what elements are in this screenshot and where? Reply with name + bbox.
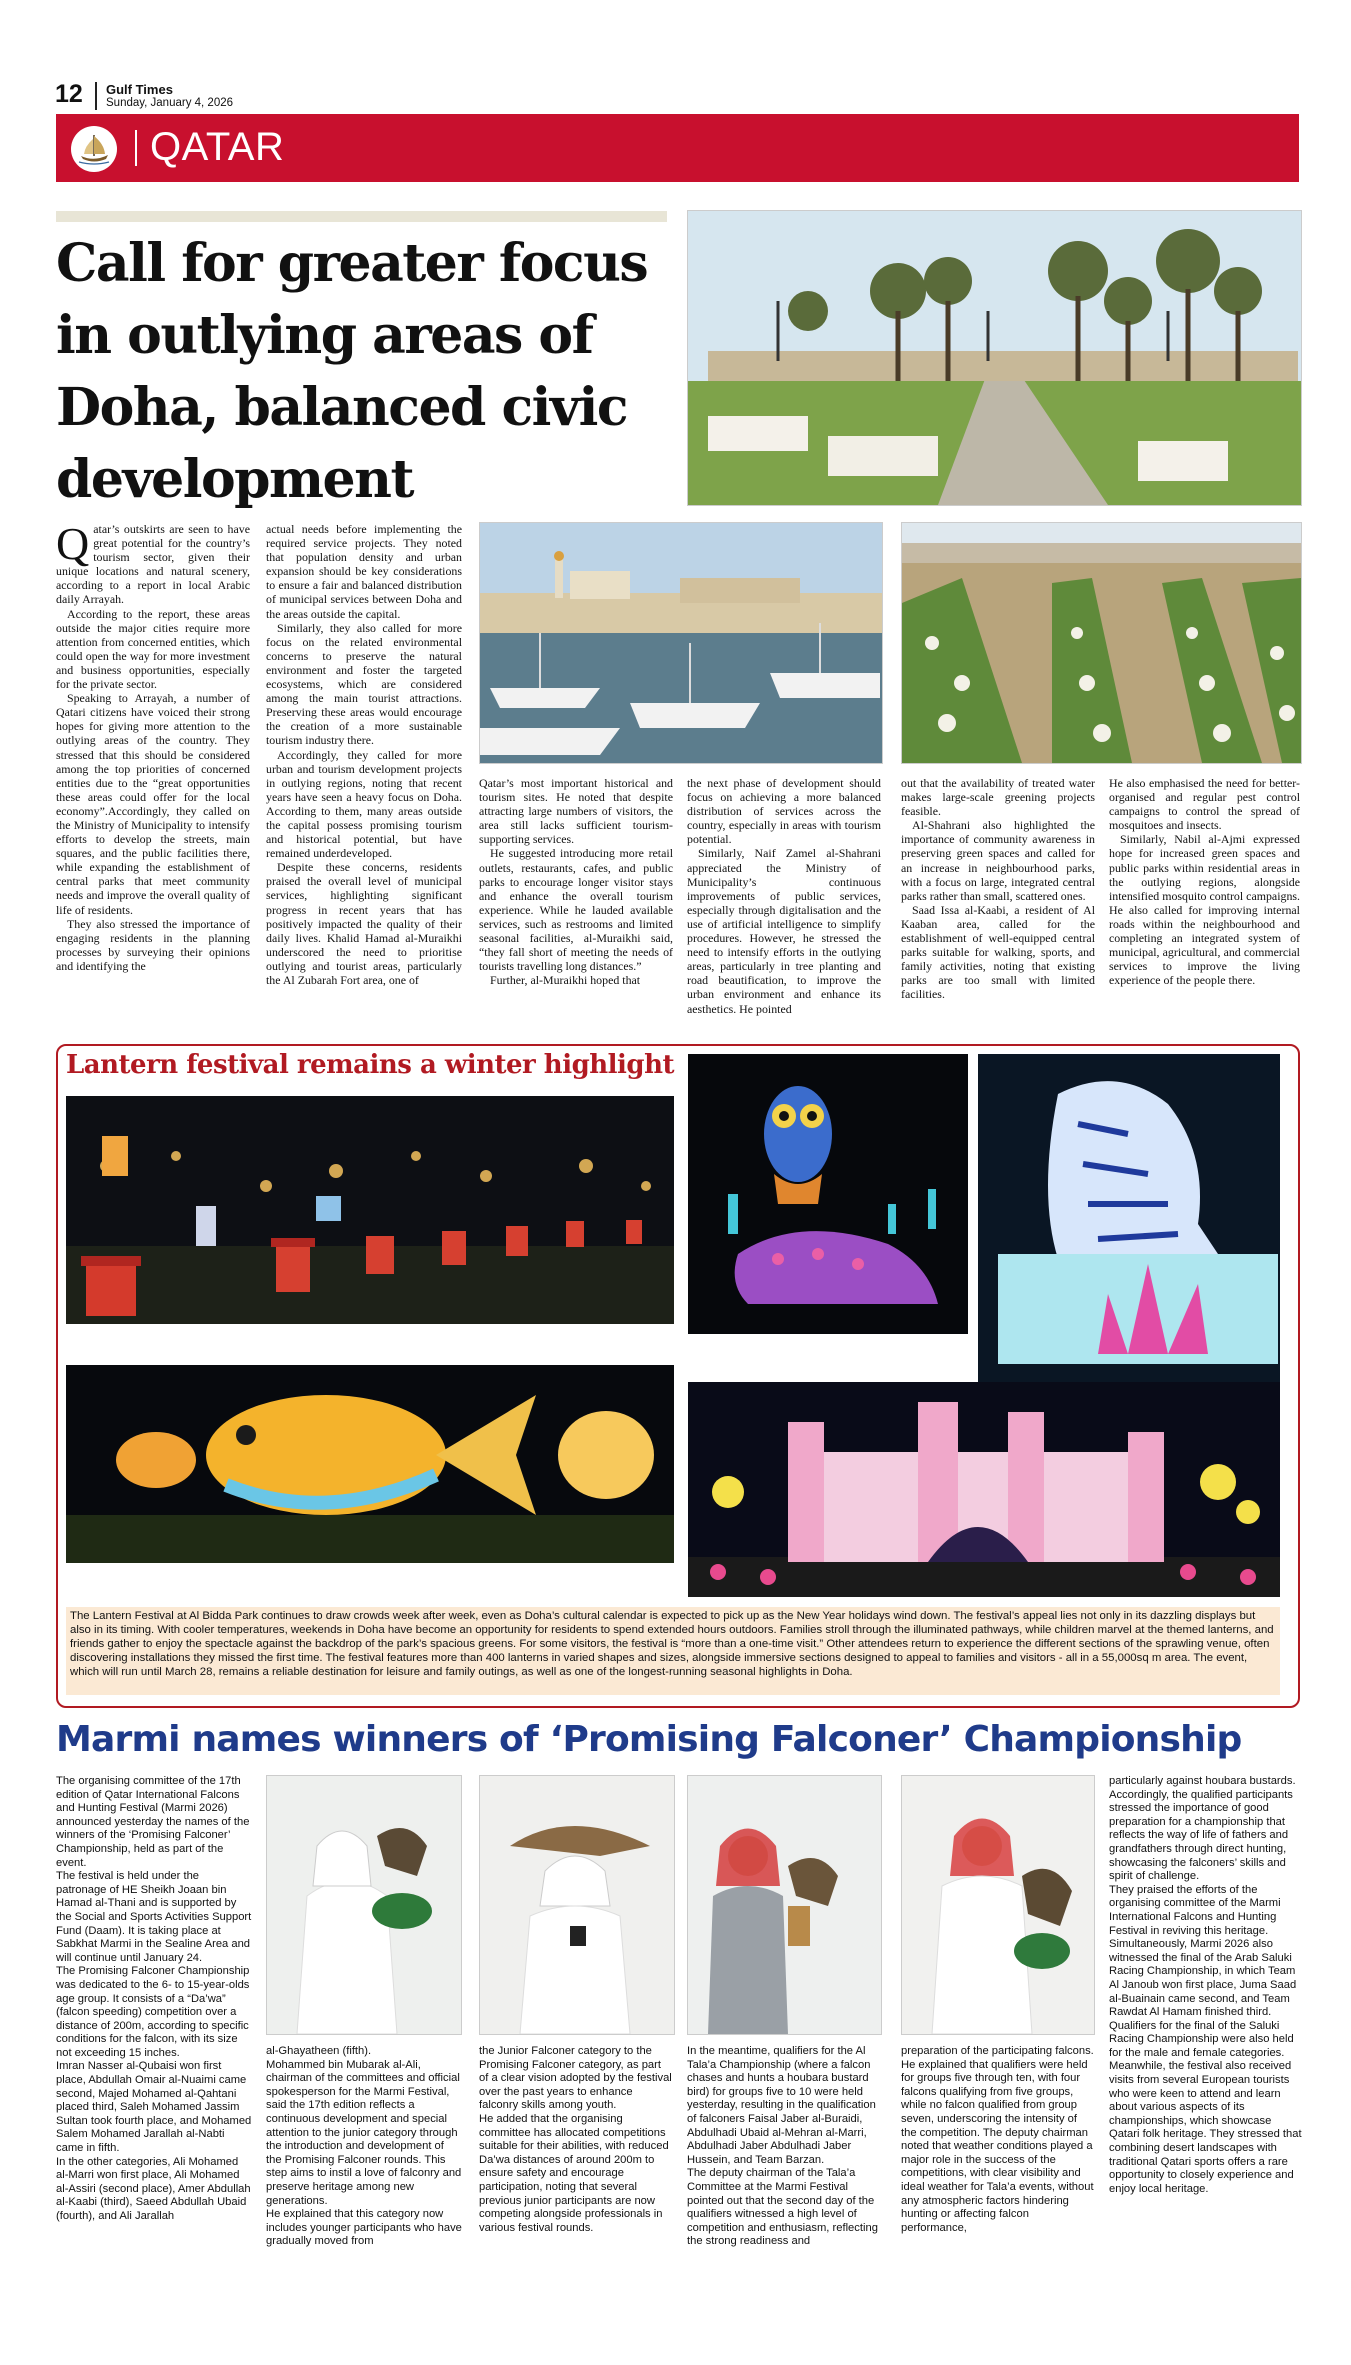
falcon-paragraph: particularly against houbara bustards. — [1109, 1775, 1296, 1787]
headline-rule — [56, 211, 667, 222]
lead-column-6 — [1109, 776, 1300, 987]
lead-paragraph: Speaking to Arrayah, a number of Qatari citizens have voiced their strong hopes for giving more attention to the outlying areas of the country. They stressed that this should be considered among the top priorities of concerned entities due to the “great opportunities these areas could offer for the local economy”.Accordingly, they called on the Ministry of Municipality to intensify efforts to develop the streets, main squares, and the public facilities there, while expanding the establishment of central parks that meet community needs and improve the overall quality of life of residents. — [56, 691, 250, 917]
falcon-paragraph: The organising committee of the 17th edition of Qatar International Falcons and Hunting Festival (Marmi 2026) announced yesterday the names of the winners of the ‘Promising Falconer’ Championship, held as part of the event. — [56, 1775, 250, 1869]
lead-paragraph: out that the availability of treated water makes large-scale greening projects feasible. — [901, 776, 1095, 819]
falcon-paragraph: The Promising Falconer Championship was dedicated to the 6- to 15-year-olds age group. It consists of a “Da’wa” (falcon speeding) competition over a distance of 200m, according to specific conditions for the falcon, with its size not exceeding 15 inches. — [56, 1965, 250, 2059]
falcon-paragraph: They praised the efforts of the organising committee of the Marmi International Falcons and Hunting Festival in reviving this heritage. — [1109, 1883, 1281, 1937]
lead-paragraph: Similarly, Naif Zamel al-Shahrani appreciated the Ministry of Municipality’s continuous improvements of public services, especially through digitalisation and the use of artificial intelligence to simplify procedures. However, he stressed the need to intensify efforts in the outlying areas, particularly in tree planting and road beautification, to improve the urban environment and enhance its aesthetics. He pointed — [687, 846, 881, 1016]
page-number: 12 — [55, 80, 83, 108]
falcon-column-5 — [901, 2045, 1095, 2235]
falcon-paragraph: He added that the organising committee has allocated competitions suitable for their abilities, with reduced Da’wa distances of around 200m to ensure safety and encourage participation, noting that several previous junior participants are now competing alongside professionals in various festival rounds. — [479, 2112, 669, 2234]
falcon-column-2 — [266, 2045, 462, 2249]
lead-paragraph: He suggested introducing more retail outlets, restaurants, cafes, and public parks to encourage longer visitor stays and enhance the overall tourism experience. While he lauded available services, such as restrooms and limited seasonal facilities, al-Muraikhi said, “they fall short of meeting the needs of tourists travelling long distances.” — [479, 846, 673, 974]
falconer-photo-2 — [479, 1775, 675, 2035]
falcon-paragraph: The festival is held under the patronage of HE Sheikh Joaan bin Hamad al-Thani and is supported by the Social and Sports Activities Support Fund (Daam). It is taking place at Sabkhat Marmi in the Sealine Area and will continue until January 24. — [56, 1870, 252, 1964]
falcon-paragraph: Accordingly, the qualified participants stressed the importance of good preparation for a championship that reflects the way of life of fathers and grandfathers through direct hunting, showcasing the falconers’ skills and spirit of challenge. — [1109, 1788, 1293, 1883]
section-banner — [56, 114, 1299, 182]
header-divider — [95, 82, 97, 110]
lantern-owl-photo — [688, 1054, 968, 1334]
falcon-column-6 — [1109, 1775, 1303, 2196]
lead-paragraph: Further, al-Muraikhi hoped that — [490, 973, 641, 988]
falcon-paragraph: al-Ghayatheen (fifth). — [266, 2045, 372, 2057]
lead-paragraph: Accordingly, they called for more urban and tourism development projects in outlying regions, noting that recent years have seen a heavy focus on Doha. According to them, many areas outside the capital possess promising tourism and historical potential, but have remained underdeveloped. — [266, 747, 462, 861]
lantern-title: Lantern festival remains a winter highlight — [66, 1050, 675, 1080]
lead-paragraph: Similarly, Nabil al-Ajmi expressed hope for increased green spaces and public parks within residential areas in the outlying regions, alongside intensified mosquito control campaigns. He also called for improving internal roads within the neighbourhood and completing an integrated system of municipal, agricultural, and commercial services to improve the living experience of the people there. — [1109, 832, 1300, 988]
falcon-paragraph: Mohammed bin Mubarak al-Ali, chairman of the committees and official spokesperson for the Marmi Festival, said the 17th edition reflects a continuous development and special attention to the junior category through the introduction and development of the Promising Falconer rounds. This step aims to instil a love of falconry and preserve heritage among new generations. — [266, 2058, 462, 2207]
lantern-caption: The Lantern Festival at Al Bidda Park continues to draw crowds week after week, even as Doha’s cultural calendar is expected to pick up as the New Year holidays wind down. The festival’s appeal lies not only in its dazzling displays but also in its timing. With cooler temperatures, weekends in Doha have become an opportunity for residents to spend extended hours outdoors. Families stroll through the illuminated pathways, while children marvel at the themed lanterns, and friends gather to enjoy the spectacle against the backdrop of the park’s spacious greens. For some visitors, the festival is “more than a one-time visit.” Other attendees return to experience the different sections of the sprawling venue, often discovering installations they missed the first time. The festival features more than 400 lanterns in varied shapes and sizes, alongside immersive sections designed to appeal to families and visitors - all in a 55,000sq m area. The event, which will run until March 28, remains a reliable destination for leisure and family outings, as well as one of the longest-running seasonal highlights in Doha. — [70, 1610, 1274, 1678]
lead-paragraph: They also stressed the importance of engaging residents in the planning processes by surveying their opinions and identifying the — [56, 916, 250, 973]
falcon-column-3 — [479, 2045, 673, 2235]
falconer-photo-3 — [687, 1775, 882, 2035]
lantern-tiger-photo — [978, 1054, 1280, 1382]
falcon-paragraph: Meanwhile, the festival also received visits from several European tourists who were keen to attend and learn about various aspects of its championships, which showcase Qatari folk heritage. They stressed that combining desert landscapes with traditional Qatari sports offers a rare opportunity to closely experience and enjoy local heritage. — [1109, 2060, 1302, 2195]
lead-paragraph: atar’s outskirts are seen to have great potential for the country’s tourism sector, given their unique locations and natural scenery, according to a report in local Arabic daily Arrayah. — [56, 522, 250, 607]
lead-paragraph: the next phase of development should focus on achieving a more balanced distribution of services across the country, especially in areas with tourism potential. — [687, 776, 881, 847]
falcon-column-4 — [687, 2045, 881, 2249]
lantern-caption-box — [66, 1607, 1280, 1695]
falcon-paragraph: Qualifiers for the final of the Saluki Racing Championship were also held for the male and female categories. — [1109, 2019, 1294, 2059]
falcon-paragraph: In the meantime, qualifiers for the Al Tala’a Championship (where a falcon chases and hunts a houbara bustard bird) for groups five to 10 were held yesterday, resulting in the qualification of falconers Faisal Jaber al-Buraidi, Abdulhadi Ubaid al-Mehran al-Marri, Abdulhadi Jaber Abdulhadi Jaber Hussein, and Team Barzan. — [687, 2045, 876, 2166]
lead-headline: Call for greater focus in outlying areas of Doha, balanced civic development — [56, 233, 648, 510]
falconer-photo-1 — [266, 1775, 462, 2035]
dhow-icon — [71, 126, 117, 172]
flower-beds-photo — [901, 522, 1302, 764]
falcon-paragraph: He explained that qualifiers were held for groups five through ten, with four falcons qualifying from five groups, while no falcon qualified from group seven, underscoring the intensity of the competition. The deputy chairman noted that weather conditions played a major role in the success of the competitions, with clear visibility and ideal weather for Tala’a events, without any atmospheric factors hindering hunting or affecting falcon performance, — [901, 2058, 1094, 2234]
falconer-photo-4 — [901, 1775, 1095, 2035]
falcon-headline: Marmi names winners of ‘Promising Falconer’ Championship — [56, 1719, 1242, 1760]
lantern-pathway-photo — [66, 1096, 674, 1324]
falcon-column-1 — [56, 1775, 252, 2224]
lantern-fish-photo — [66, 1365, 674, 1563]
lead-column-4 — [687, 776, 881, 1016]
lead-column-2 — [266, 522, 462, 987]
falcon-paragraph: In the other categories, Ali Mohamed al-Marri won first place, Ali Mohamed al-Assiri (second place), Amer Abdullah al-Kaabi (third), Saeed Abdullah Ubaid (fourth), and Ali Jarallah — [56, 2155, 251, 2222]
lead-column-1 — [56, 518, 250, 973]
lead-paragraph: He also emphasised the need for better-organised and regular pest control campaigns to control the spread of mosquitoes and insects. — [1109, 776, 1300, 833]
park-walkway-photo — [687, 210, 1302, 506]
lead-paragraph: Despite these concerns, residents praised the overall level of municipal services, highlighting significant progress in recent years that has positively impacted the quality of their daily lives. Khalid Hamad al-Muraikhi underscored the need to prioritise outlying and tourist areas, particularly the Al Zubarah Fort area, one of — [266, 860, 462, 987]
section-title: QATAR — [150, 125, 285, 169]
falcon-paragraph: The deputy chairman of the Tala’a Committee at the Marmi Festival pointed out that the second day of the qualifiers witnessed a high level of competition and enthusiasm, reflecting the strong readiness and — [687, 2167, 878, 2248]
falcon-paragraph: He explained that this category now includes younger participants who have gradually moved from — [266, 2208, 462, 2248]
harbour-photo — [479, 522, 883, 764]
falcon-paragraph: Imran Nasser al-Qubaisi won first place, Abdullah Omair al-Nuaimi came second, Majed Mohamed al-Qahtani placed third, Saleh Mohamed Jassim Sultan took fourth place, and Mohamed Salem Mohamed Jarallah al-Nabti came in fifth. — [56, 2060, 252, 2155]
banner-separator — [135, 130, 137, 166]
lead-paragraph: Saad Issa al-Kaabi, a resident of Al Kaaban area, called for the establishment of well-equipped central parks suitable for walking, sports, and family activities, noting that existing parks are too small with limited facilities. — [901, 902, 1095, 1002]
paper-name: Gulf Times — [106, 82, 173, 97]
issue-date: Sunday, January 4, 2026 — [106, 97, 234, 109]
lead-column-3 — [479, 776, 673, 987]
falcon-paragraph: the Junior Falconer category to the Promising Falconer category, as part of a clear vision adopted by the festival over the past years to enhance falconry skills among youth. — [479, 2045, 672, 2112]
lead-column-5 — [901, 776, 1095, 1002]
lead-paragraph: actual needs before implementing the required service projects. They noted that population density and urban expansion should be key considerations to ensure a fair and balanced distribution of municipal services between Doha and the areas outside the capital. — [266, 522, 462, 621]
falcon-paragraph: Simultaneously, Marmi 2026 also witnessed the final of the Arab Saluki Racing Championship, in which Team Al Janoub won first place, Juma Saad al-Buainain came second, and Team Rawdat Al Hamam finished third. — [1109, 1938, 1297, 2019]
lead-paragraph: Similarly, they also called for more focus on the related environmental concerns to preserve the natural environment and foster the targeted ecosystems, which are considered among the main tourist attractions. Preserving these areas would encourage the creation of a more sustainable tourism industry there. — [266, 620, 462, 748]
lantern-palace-photo — [688, 1382, 1280, 1597]
lead-paragraph: According to the report, these areas outside the major cities require more attention from concerned entities, which could open the way for more investment and business opportunities, especially for the private sector. — [56, 606, 250, 692]
lead-paragraph: Al-Shahrani also highlighted the importance of community awareness in preserving green spaces and called for an increase in neighbourhood parks, with a focus on large, integrated central parks rather than small, scattered ones. — [901, 818, 1095, 903]
falcon-paragraph: preparation of the participating falcons. — [901, 2045, 1094, 2057]
dropcap: Q — [56, 518, 90, 569]
lead-paragraph: Qatar’s most important historical and tourism sites. He noted that despite attracting large numbers of visitors, the area still lacks sufficient tourism-supporting services. — [479, 776, 673, 847]
